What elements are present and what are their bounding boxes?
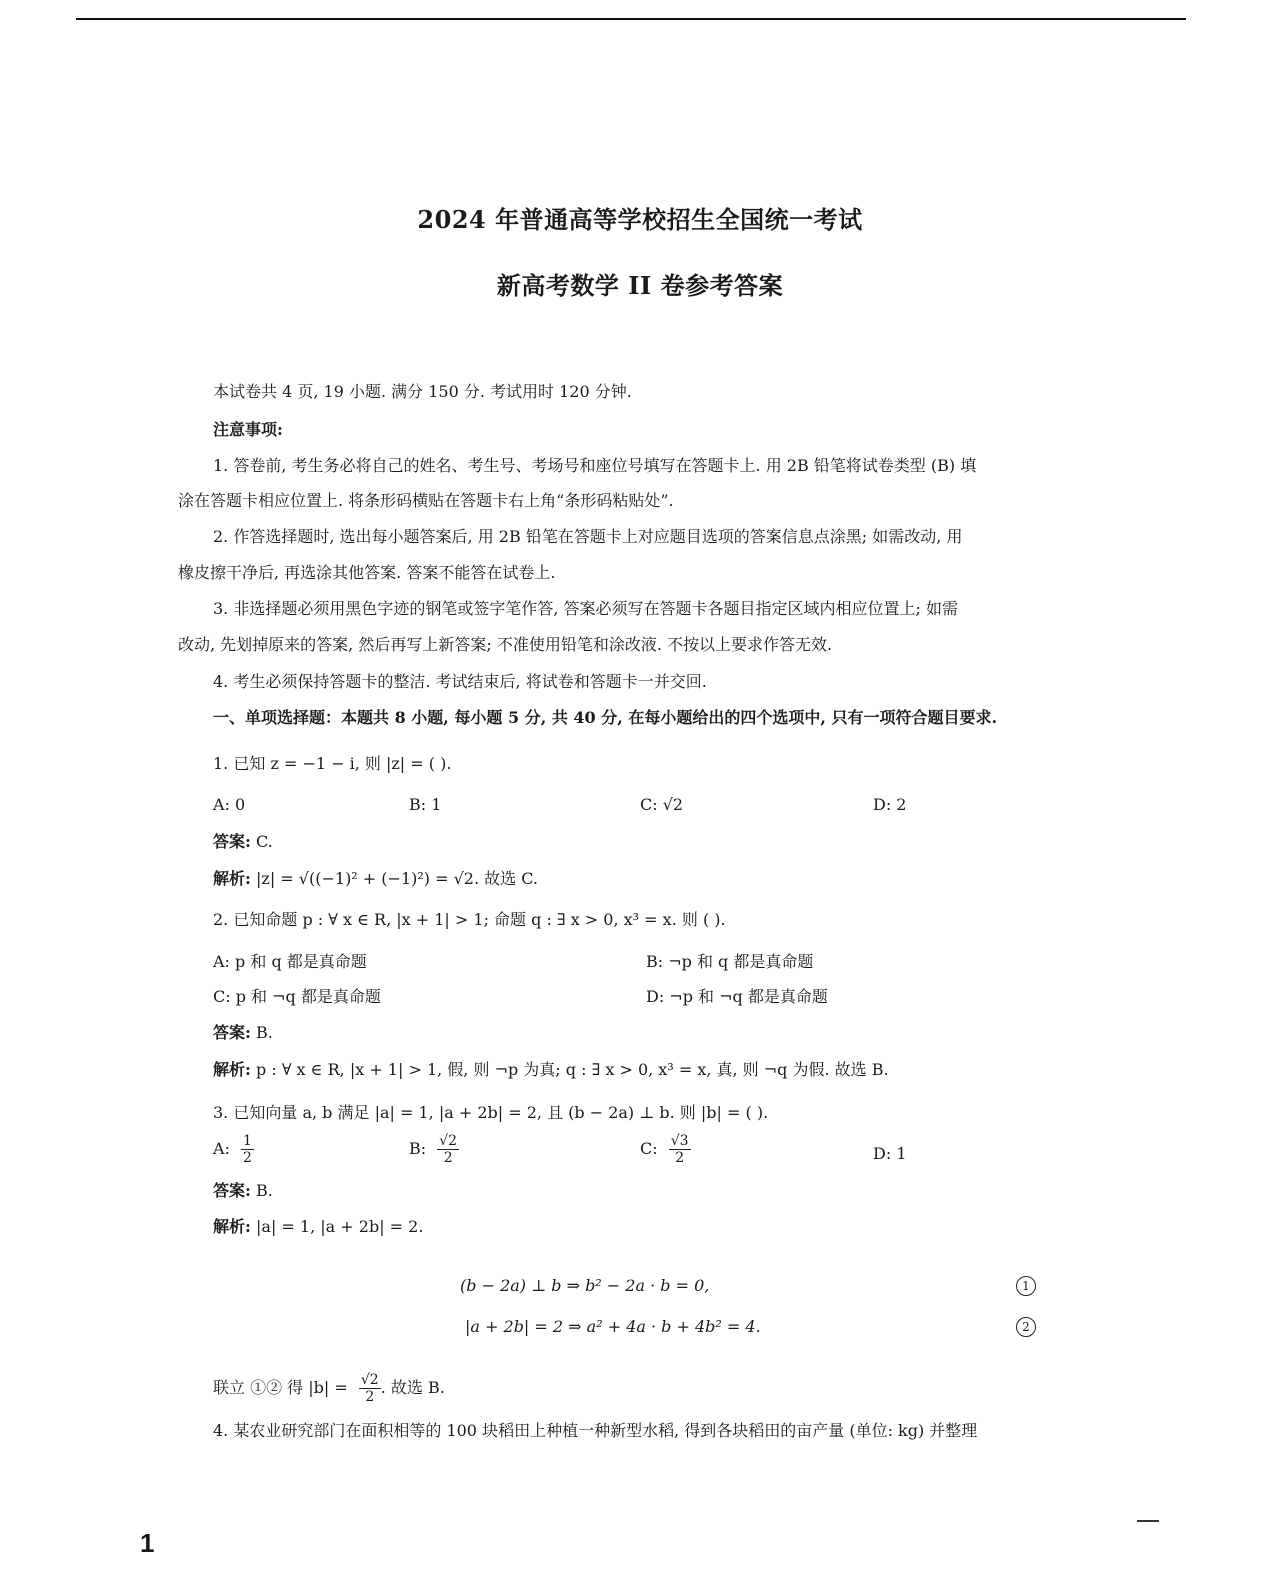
q1-analysis [213, 869, 538, 889]
denominator: 2 [243, 1150, 252, 1166]
option-label: D: [873, 1144, 892, 1163]
equation-marker-2: 2 [1016, 1317, 1036, 1337]
analysis-label: 解析: [213, 869, 251, 888]
notice-line: 橡皮擦干净后, 再选涂其他答案. 答案不能答在试卷上. [178, 563, 556, 582]
top-rule [76, 18, 1186, 20]
notice-heading: 注意事项: [213, 420, 283, 439]
notice-line: 1. 答卷前, 考生务必将自己的姓名、考生号、考场号和座位号填写在答题卡上. 用 2B 铅笔将试卷类型 (B) 填 [213, 456, 977, 475]
combine-post: . 故选 B. [380, 1378, 445, 1397]
notice-line: 3. 非选择题必须用黑色字迹的钢笔或签字笔作答, 答案必须写在答题卡各题目指定区域内相应位置上; 如需 [213, 599, 959, 618]
option-label: A: [213, 1139, 230, 1158]
q3-option-b [409, 1133, 459, 1166]
option-value: 1 [896, 1144, 907, 1163]
numerator: √2 [439, 1133, 458, 1149]
q2-option-c: C: p 和 ¬q 都是真命题 [213, 987, 381, 1006]
q2-option-d: D: ¬p 和 ¬q 都是真命题 [646, 987, 828, 1006]
question-1-stem: 1. 已知 z = −1 − i, 则 |z| = ( ). [213, 754, 452, 773]
exam-subtitle: 新高考数学 II 卷参考答案 [496, 271, 784, 300]
equation-2: |a + 2b| = 2 ⇒ a² + 4a · b + 4b² = 4. [465, 1317, 761, 1336]
numerator: √3 [670, 1133, 689, 1149]
answer-label: 答案: [213, 1023, 251, 1042]
question-2-stem: 2. 已知命题 p : ∀ x ∈ R, |x + 1| > 1; 命题 q : ∃ x > 0, x³ = x. 则 ( ). [213, 910, 726, 929]
q1-option-b: B: 1 [409, 795, 442, 814]
q1-option-a: A: 0 [213, 795, 246, 814]
analysis-label: 解析: [213, 1060, 251, 1079]
fraction [241, 1133, 254, 1166]
q2-answer [213, 1023, 273, 1043]
numerator: 1 [243, 1133, 252, 1149]
answer-label: 答案: [213, 1181, 251, 1200]
q2-analysis [213, 1060, 889, 1080]
question-3-stem: 3. 已知向量 a, b 满足 |a| = 1, |a + 2b| = 2, 且 (b − 2a) ⊥ b. 则 |b| = ( ). [213, 1103, 769, 1122]
option-label: B: [409, 1139, 427, 1158]
fraction [437, 1133, 459, 1166]
notice-line: 4. 考生必须保持答题卡的整洁. 考试结束后, 将试卷和答题卡一并交回. [213, 672, 707, 691]
exam-title: 2024 年普通高等学校招生全国统一考试 [417, 205, 863, 234]
equation-marker-1: 1 [1016, 1276, 1036, 1296]
q3-option-a [213, 1133, 254, 1166]
numerator: √2 [360, 1372, 379, 1388]
q2-option-a: A: p 和 q 都是真命题 [213, 952, 367, 971]
analysis-text: |a| = 1, |a + 2b| = 2. [250, 1217, 424, 1236]
q3-combine [213, 1370, 445, 1406]
answer-value: B. [250, 1023, 273, 1042]
answer-value: B. [250, 1181, 273, 1200]
option-label: C: [640, 1139, 658, 1158]
analysis-label: 解析: [213, 1217, 251, 1236]
notice-line: 改动, 先划掉原来的答案, 然后再写上新答案; 不准使用铅笔和涂改液. 不按以上要求作答无效. [178, 635, 833, 654]
q3-option-c [640, 1133, 691, 1166]
q3-option-d [873, 1144, 907, 1164]
page-number: 1 [140, 1528, 155, 1558]
fraction [359, 1372, 381, 1405]
q1-answer [213, 832, 273, 852]
q1-option-d: D: 2 [873, 795, 907, 814]
q3-answer [213, 1181, 273, 1201]
analysis-text: |z| = √((−1)² + (−1)²) = √2. 故选 C. [250, 869, 538, 888]
question-4-stem: 4. 某农业研究部门在面积相等的 100 块稻田上种植一种新型水稻, 得到各块稻田的亩产量 (单位: kg) 并整理 [213, 1421, 978, 1440]
answer-label: 答案: [213, 832, 251, 851]
fraction [669, 1133, 691, 1166]
notice-line: 涂在答题卡相应位置上. 将条形码横贴在答题卡右上角“条形码粘贴处”. [178, 491, 674, 510]
denominator: 2 [365, 1389, 375, 1405]
answer-value: C. [250, 832, 273, 851]
q3-analysis [213, 1217, 423, 1237]
analysis-text: p : ∀ x ∈ R, |x + 1| > 1, 假, 则 ¬p 为真; q : ∃ x > 0, x³ = x, 真, 则 ¬q 为假. 故选 B. [250, 1060, 889, 1079]
notice-line: 2. 作答选择题时, 选出每小题答案后, 用 2B 铅笔在答题卡上对应题目选项的答案信息点涂黑; 如需改动, 用 [213, 527, 963, 546]
q1-option-c: C: √2 [640, 795, 684, 814]
footer-dash [1137, 1520, 1159, 1522]
combine-text: 联立 ①② 得 |b| = [213, 1378, 348, 1397]
intro-text: 本试卷共 4 页, 19 小题. 满分 150 分. 考试用时 120 分钟. [213, 382, 632, 401]
section-heading: 一、单项选择题：本题共 8 小题, 每小题 5 分, 共 40 分, 在每小题给出的四个选项中, 只有一项符合题目要求. [213, 708, 998, 727]
denominator: 2 [675, 1150, 685, 1166]
denominator: 2 [443, 1150, 453, 1166]
equation-1: (b − 2a) ⊥ b ⇒ b² − 2a · b = 0, [460, 1276, 710, 1295]
q2-option-b: B: ¬p 和 q 都是真命题 [646, 952, 814, 971]
